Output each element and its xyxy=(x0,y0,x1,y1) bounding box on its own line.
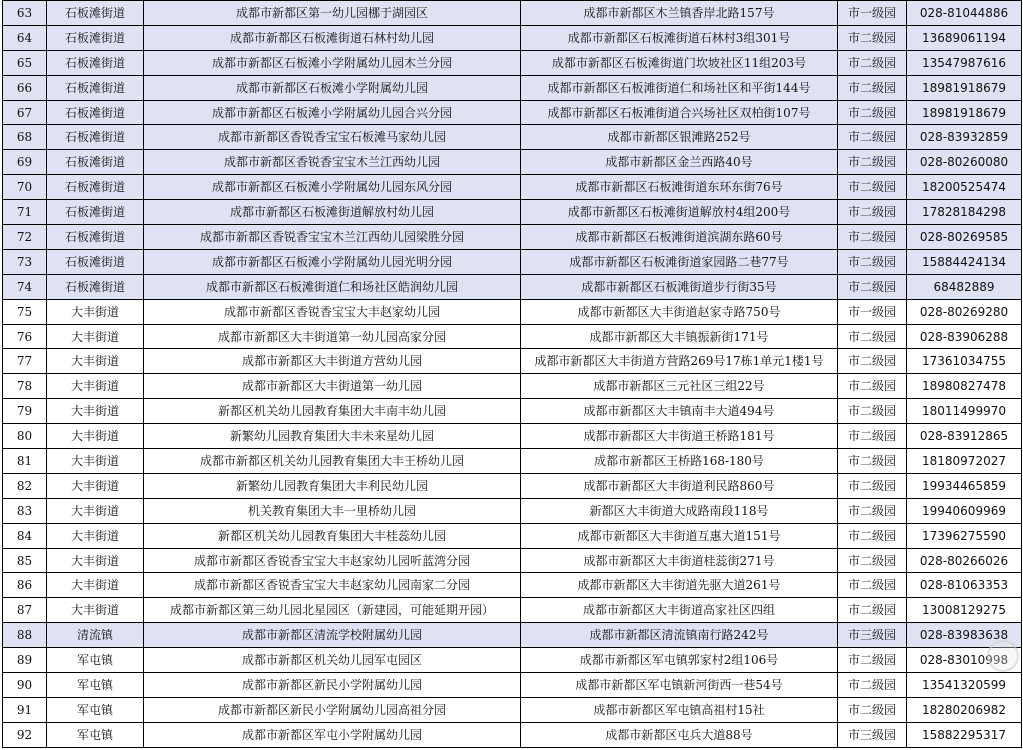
phone-cell: 028-83983638 xyxy=(907,623,1022,648)
level-cell: 市二级园 xyxy=(838,50,907,75)
street-cell: 大丰街道 xyxy=(47,523,144,548)
level-cell: 市二级园 xyxy=(838,374,907,399)
row-number: 70 xyxy=(3,175,47,200)
table-row xyxy=(3,722,1022,747)
phone-cell: 15882295317 xyxy=(907,722,1022,747)
phone-cell: 18981918679 xyxy=(907,75,1022,100)
watermark-logo xyxy=(987,640,1019,672)
row-number: 91 xyxy=(3,697,47,722)
kindergarten-name-cell: 成都市新都区石板滩小学附属幼儿园木兰分园 xyxy=(144,50,521,75)
street-cell: 大丰街道 xyxy=(47,424,144,449)
kindergarten-name-cell: 成都市新都区新民小学附属幼儿园高祖分园 xyxy=(144,697,521,722)
street-cell: 军屯镇 xyxy=(47,722,144,747)
row-number: 73 xyxy=(3,249,47,274)
address-cell: 成都市新都区大丰镇南丰大道494号 xyxy=(521,399,838,424)
kindergarten-name-cell: 成都市新都区香锐香宝宝大丰赵家幼儿园 xyxy=(144,299,521,324)
phone-cell: 028-83010998 xyxy=(907,648,1022,673)
kindergarten-name-cell: 成都市新都区新民小学附属幼儿园 xyxy=(144,673,521,698)
row-number: 68 xyxy=(3,125,47,150)
address-cell: 成都市新都区大丰街道高家社区四组 xyxy=(521,598,838,623)
phone-cell: 15884424134 xyxy=(907,249,1022,274)
street-cell: 大丰街道 xyxy=(47,598,144,623)
address-cell: 成都市新都区军屯镇高祖村15社 xyxy=(521,697,838,722)
kindergarten-name-cell: 机关教育集团大丰一里桥幼儿园 xyxy=(144,498,521,523)
address-cell: 成都市新都区石板滩街道家园路二巷77号 xyxy=(521,249,838,274)
table-row xyxy=(3,75,1022,100)
row-number: 87 xyxy=(3,598,47,623)
address-cell: 成都市新都区石板滩街道解放村4组200号 xyxy=(521,200,838,225)
phone-cell: 17361034755 xyxy=(907,349,1022,374)
level-cell: 市二级园 xyxy=(838,498,907,523)
row-number: 88 xyxy=(3,623,47,648)
table-row xyxy=(3,673,1022,698)
level-cell: 市二级园 xyxy=(838,249,907,274)
street-cell: 大丰街道 xyxy=(47,324,144,349)
address-cell: 成都市新都区大丰街道方营路269号17栋1单元1楼1号 xyxy=(521,349,838,374)
level-cell: 市二级园 xyxy=(838,100,907,125)
address-cell: 成都市新都区军屯镇郭家村2组106号 xyxy=(521,648,838,673)
level-cell: 市二级园 xyxy=(838,449,907,474)
row-number: 67 xyxy=(3,100,47,125)
address-cell: 成都市新都区大丰街道互惠大道151号 xyxy=(521,523,838,548)
address-cell: 成都市新都区石板滩街道滨湖东路60号 xyxy=(521,225,838,250)
table-body xyxy=(3,1,1022,748)
row-number: 64 xyxy=(3,25,47,50)
address-cell: 成都市新都区大丰街道赵家寺路750号 xyxy=(521,299,838,324)
level-cell: 市二级园 xyxy=(838,75,907,100)
address-cell: 成都市新都区石板滩街道石林村3组301号 xyxy=(521,25,838,50)
row-number: 86 xyxy=(3,573,47,598)
table-row xyxy=(3,25,1022,50)
table-row xyxy=(3,299,1022,324)
table-row xyxy=(3,523,1022,548)
level-cell: 市二级园 xyxy=(838,274,907,299)
table-row xyxy=(3,399,1022,424)
phone-cell: 18011499970 xyxy=(907,399,1022,424)
kindergarten-name-cell: 新都区机关幼儿园教育集团大丰桂蕊幼儿园 xyxy=(144,523,521,548)
level-cell: 市二级园 xyxy=(838,324,907,349)
phone-cell: 028-83906288 xyxy=(907,324,1022,349)
kindergarten-name-cell: 成都市新都区香锐香宝宝大丰赵家幼儿园听蓝湾分园 xyxy=(144,548,521,573)
row-number: 72 xyxy=(3,225,47,250)
address-cell: 成都市新都区金兰西路40号 xyxy=(521,150,838,175)
phone-cell: 028-80269280 xyxy=(907,299,1022,324)
street-cell: 清流镇 xyxy=(47,623,144,648)
table-row xyxy=(3,125,1022,150)
street-cell: 石板滩街道 xyxy=(47,25,144,50)
phone-cell: 18280206982 xyxy=(907,697,1022,722)
level-cell: 市二级园 xyxy=(838,200,907,225)
kindergarten-name-cell: 成都市新都区大丰街道方营幼儿园 xyxy=(144,349,521,374)
phone-cell: 68482889 xyxy=(907,274,1022,299)
row-number: 90 xyxy=(3,673,47,698)
row-number: 85 xyxy=(3,548,47,573)
level-cell: 市二级园 xyxy=(838,598,907,623)
kindergarten-name-cell: 新繁幼儿园教育集团大丰未来星幼儿园 xyxy=(144,424,521,449)
phone-cell: 17396275590 xyxy=(907,523,1022,548)
table-row xyxy=(3,573,1022,598)
address-cell: 成都市新都区屯兵大道88号 xyxy=(521,722,838,747)
address-cell: 成都市新都区三元社区三组22号 xyxy=(521,374,838,399)
street-cell: 大丰街道 xyxy=(47,473,144,498)
kindergarten-name-cell: 新繁幼儿园教育集团大丰利民幼儿园 xyxy=(144,473,521,498)
phone-cell: 17828184298 xyxy=(907,200,1022,225)
phone-cell: 028-80269585 xyxy=(907,225,1022,250)
phone-cell: 13541320599 xyxy=(907,673,1022,698)
street-cell: 军屯镇 xyxy=(47,673,144,698)
street-cell: 石板滩街道 xyxy=(47,274,144,299)
table-row xyxy=(3,324,1022,349)
phone-cell: 19934465859 xyxy=(907,473,1022,498)
street-cell: 大丰街道 xyxy=(47,548,144,573)
table-row xyxy=(3,249,1022,274)
address-cell: 成都市新都区银滩路252号 xyxy=(521,125,838,150)
row-number: 74 xyxy=(3,274,47,299)
street-cell: 石板滩街道 xyxy=(47,75,144,100)
street-cell: 军屯镇 xyxy=(47,697,144,722)
table-row xyxy=(3,1,1022,26)
level-cell: 市三级园 xyxy=(838,722,907,747)
kindergarten-name-cell: 成都市新都区大丰街道第一幼儿园高家分园 xyxy=(144,324,521,349)
table-row xyxy=(3,548,1022,573)
phone-cell: 028-81063353 xyxy=(907,573,1022,598)
row-number: 82 xyxy=(3,473,47,498)
kindergarten-name-cell: 成都市新都区香锐香宝宝木兰江西幼儿园 xyxy=(144,150,521,175)
kindergarten-name-cell: 成都市新都区石板滩街道仁和场社区皓润幼儿园 xyxy=(144,274,521,299)
level-cell: 市二级园 xyxy=(838,25,907,50)
street-cell: 石板滩街道 xyxy=(47,50,144,75)
kindergarten-name-cell: 成都市新都区机关幼儿园教育集团大丰王桥幼儿园 xyxy=(144,449,521,474)
street-cell: 石板滩街道 xyxy=(47,100,144,125)
kindergarten-name-cell: 成都市新都区第三幼儿园北星园区（新建园，可能延期开园） xyxy=(144,598,521,623)
level-cell: 市二级园 xyxy=(838,523,907,548)
level-cell: 市一级园 xyxy=(838,1,907,26)
table-row xyxy=(3,100,1022,125)
level-cell: 市二级园 xyxy=(838,673,907,698)
phone-cell: 18180972027 xyxy=(907,449,1022,474)
kindergarten-name-cell: 成都市新都区香锐香宝宝大丰赵家幼儿园南家二分园 xyxy=(144,573,521,598)
table-row xyxy=(3,50,1022,75)
table-row xyxy=(3,623,1022,648)
level-cell: 市二级园 xyxy=(838,424,907,449)
table-row xyxy=(3,150,1022,175)
kindergarten-name-cell: 成都市新都区香锐香宝宝木兰江西幼儿园梁胜分园 xyxy=(144,225,521,250)
row-number: 92 xyxy=(3,722,47,747)
street-cell: 石板滩街道 xyxy=(47,150,144,175)
phone-cell: 19940609969 xyxy=(907,498,1022,523)
row-number: 83 xyxy=(3,498,47,523)
row-number: 89 xyxy=(3,648,47,673)
kindergarten-name-cell: 成都市新都区机关幼儿园军屯园区 xyxy=(144,648,521,673)
kindergarten-table xyxy=(2,0,1022,748)
street-cell: 石板滩街道 xyxy=(47,175,144,200)
row-number: 81 xyxy=(3,449,47,474)
address-cell: 成都市新都区军屯镇新河街西一巷54号 xyxy=(521,673,838,698)
level-cell: 市二级园 xyxy=(838,125,907,150)
street-cell: 石板滩街道 xyxy=(47,1,144,26)
street-cell: 大丰街道 xyxy=(47,399,144,424)
row-number: 63 xyxy=(3,1,47,26)
table-row xyxy=(3,473,1022,498)
level-cell: 市二级园 xyxy=(838,175,907,200)
kindergarten-name-cell: 成都市新都区军屯小学附属幼儿园 xyxy=(144,722,521,747)
street-cell: 大丰街道 xyxy=(47,573,144,598)
address-cell: 成都市新都区石板滩街道门坎坡社区11组203号 xyxy=(521,50,838,75)
kindergarten-name-cell: 成都市新都区石板滩小学附属幼儿园 xyxy=(144,75,521,100)
row-number: 79 xyxy=(3,399,47,424)
level-cell: 市二级园 xyxy=(838,399,907,424)
table-row xyxy=(3,697,1022,722)
kindergarten-name-cell: 成都市新都区石板滩街道石林村幼儿园 xyxy=(144,25,521,50)
level-cell: 市二级园 xyxy=(838,473,907,498)
table-row xyxy=(3,598,1022,623)
phone-cell: 13547987616 xyxy=(907,50,1022,75)
row-number: 77 xyxy=(3,349,47,374)
phone-cell: 18200525474 xyxy=(907,175,1022,200)
table-row xyxy=(3,274,1022,299)
kindergarten-name-cell: 成都市新都区清流学校附属幼儿园 xyxy=(144,623,521,648)
kindergarten-name-cell: 成都市新都区石板滩街道解放村幼儿园 xyxy=(144,200,521,225)
table-row xyxy=(3,225,1022,250)
table-row xyxy=(3,648,1022,673)
address-cell: 新都区大丰街道大成路南段118号 xyxy=(521,498,838,523)
row-number: 66 xyxy=(3,75,47,100)
table-row xyxy=(3,374,1022,399)
phone-cell: 028-80260080 xyxy=(907,150,1022,175)
table-row xyxy=(3,349,1022,374)
address-cell: 成都市新都区大丰街道王桥路181号 xyxy=(521,424,838,449)
kindergarten-name-cell: 成都市新都区第一幼儿园梛于湖园区 xyxy=(144,1,521,26)
level-cell: 市二级园 xyxy=(838,349,907,374)
street-cell: 大丰街道 xyxy=(47,449,144,474)
address-cell: 成都市新都区石板滩街道东环东街76号 xyxy=(521,175,838,200)
street-cell: 军屯镇 xyxy=(47,648,144,673)
table-row xyxy=(3,175,1022,200)
table-row xyxy=(3,424,1022,449)
street-cell: 石板滩街道 xyxy=(47,200,144,225)
level-cell: 市一级园 xyxy=(838,299,907,324)
address-cell: 成都市新都区清流镇南行路242号 xyxy=(521,623,838,648)
table-row xyxy=(3,498,1022,523)
level-cell: 市二级园 xyxy=(838,225,907,250)
address-cell: 成都市新都区大丰街道先驱大道261号 xyxy=(521,573,838,598)
table-row xyxy=(3,449,1022,474)
table-row xyxy=(3,200,1022,225)
phone-cell: 13008129275 xyxy=(907,598,1022,623)
kindergarten-name-cell: 成都市新都区石板滩小学附属幼儿园合兴分园 xyxy=(144,100,521,125)
street-cell: 石板滩街道 xyxy=(47,249,144,274)
level-cell: 市二级园 xyxy=(838,150,907,175)
address-cell: 成都市新都区石板滩街道步行街35号 xyxy=(521,274,838,299)
address-cell: 成都市新都区石板滩街道合兴场社区双柏街107号 xyxy=(521,100,838,125)
address-cell: 成都市新都区石板滩街道仁和场社区和平街144号 xyxy=(521,75,838,100)
row-number: 76 xyxy=(3,324,47,349)
address-cell: 成都市新都区大丰街道利民路860号 xyxy=(521,473,838,498)
address-cell: 成都市新都区大丰镇振新街171号 xyxy=(521,324,838,349)
phone-cell: 028-83932859 xyxy=(907,125,1022,150)
kindergarten-name-cell: 成都市新都区大丰街道第一幼儿园 xyxy=(144,374,521,399)
row-number: 80 xyxy=(3,424,47,449)
row-number: 69 xyxy=(3,150,47,175)
row-number: 78 xyxy=(3,374,47,399)
row-number: 84 xyxy=(3,523,47,548)
address-cell: 成都市新都区木兰镇香岸北路157号 xyxy=(521,1,838,26)
kindergarten-name-cell: 成都市新都区香锐香宝宝石板滩马家幼儿园 xyxy=(144,125,521,150)
street-cell: 大丰街道 xyxy=(47,349,144,374)
row-number: 75 xyxy=(3,299,47,324)
phone-cell: 18980827478 xyxy=(907,374,1022,399)
phone-cell: 028-83912865 xyxy=(907,424,1022,449)
address-cell: 成都市新都区王桥路168-180号 xyxy=(521,449,838,474)
kindergarten-name-cell: 成都市新都区石板滩小学附属幼儿园光明分园 xyxy=(144,249,521,274)
street-cell: 石板滩街道 xyxy=(47,125,144,150)
level-cell: 市三级园 xyxy=(838,623,907,648)
kindergarten-name-cell: 新都区机关幼儿园教育集团大丰南丰幼儿园 xyxy=(144,399,521,424)
phone-cell: 18981918679 xyxy=(907,100,1022,125)
phone-cell: 028-80266026 xyxy=(907,548,1022,573)
street-cell: 大丰街道 xyxy=(47,299,144,324)
street-cell: 大丰街道 xyxy=(47,498,144,523)
level-cell: 市二级园 xyxy=(838,573,907,598)
phone-cell: 13689061194 xyxy=(907,25,1022,50)
row-number: 65 xyxy=(3,50,47,75)
street-cell: 石板滩街道 xyxy=(47,225,144,250)
level-cell: 市二级园 xyxy=(838,548,907,573)
row-number: 71 xyxy=(3,200,47,225)
level-cell: 市二级园 xyxy=(838,648,907,673)
level-cell: 市二级园 xyxy=(838,697,907,722)
address-cell: 成都市新都区大丰街道桂蕊街271号 xyxy=(521,548,838,573)
phone-cell: 028-81044886 xyxy=(907,1,1022,26)
kindergarten-name-cell: 成都市新都区石板滩小学附属幼儿园东风分园 xyxy=(144,175,521,200)
street-cell: 大丰街道 xyxy=(47,374,144,399)
